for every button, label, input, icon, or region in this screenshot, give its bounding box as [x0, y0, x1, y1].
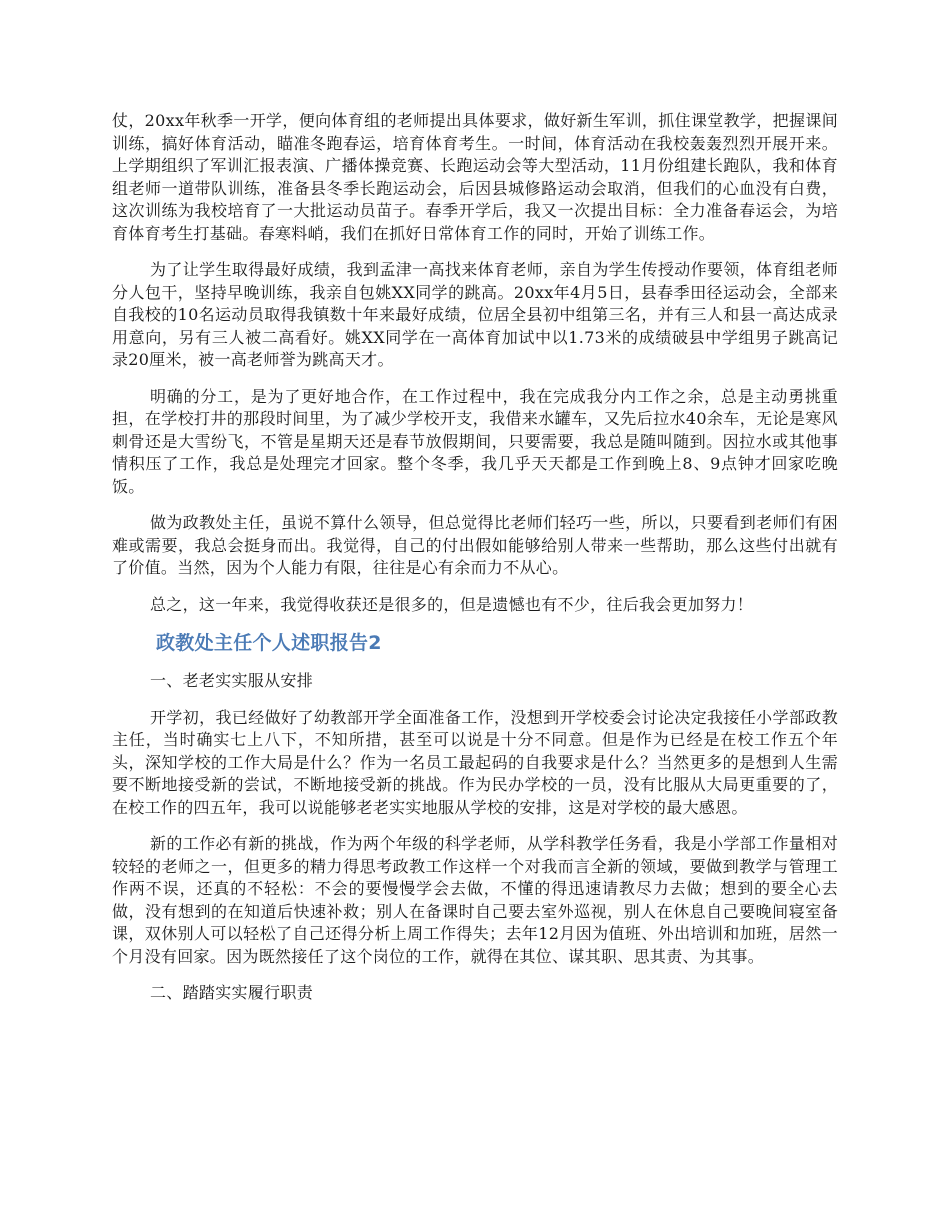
body-paragraph: 新的工作必有新的挑战，作为两个年级的科学老师，从学科教学任务看，我是小学部工作量相对较轻的老师之一，但更多的精力得思考政教工作这样一个对我而言全新的领域，要做到教学与管理工作两不误，还真的不轻松：不会的要慢慢学会去做，不懂的得迅速请教尽力去做；想到的要全心去做，没有想到的在知道后快速补救；别人在备课时自己要去室外巡视，别人在休息自己要晚间寝室备课，双休别人可以轻松了自己还得分析上周工作得失；去年12月因为值班、外出培训和加班，居然一个月没有回家。因为既然接任了这个岗位的工作，就得在其位、谋其职、思其责、为其事。	[112, 834, 838, 966]
body-paragraph: 做为政教处主任，虽说不算什么领导，但总觉得比老师们轻巧一些，所以，只要看到老师们有困难或需要，我总会挺身而出。我觉得，自己的付出假如能够给别人带来一些帮助，那么这些付出就有了价值。当然，因为个人能力有限，往往是心有余而力不从心。	[112, 513, 838, 577]
body-paragraph: 总之，这一年来，我觉得收获还是很多的，但是遗憾也有不少，往后我会更加努力！	[150, 594, 754, 614]
section-title: 政教处主任个人述职报告2	[156, 632, 382, 654]
body-paragraph: 明确的分工，是为了更好地合作，在工作过程中，我在完成我分内工作之余，总是主动勇挑重担，在学校打井的那段时间里，为了减少学校开支，我借来水罐车，又先后拉水40余车，无论是寒风刺骨还是大雪纷飞，不管是星期天还是春节放假期间，只要需要，我总是随叫随到。因拉水或其他事情积压了工作，我总是处理完才回家。整个冬季，我几乎天天都是工作到晚上8、9点钟才回家吃晚饭。	[112, 386, 838, 496]
subsection-heading: 一、老老实实服从安排	[150, 671, 314, 690]
document-page	[112, 110, 838, 1019]
body-paragraph: 为了让学生取得最好成绩，我到孟津一高找来体育老师，亲自为学生传授动作要领，体育组老师分人包干，坚持早晚训练，我亲自包姚XX同学的跳高。20xx年4月5日，县春季田径运动会，全部来自我校的10名运动员取得我镇数十年来最好成绩，位居全县初中组第三名，并有三人和县一高达成录用意向，另有三人被二高看好。姚XX同学在一高体育加试中以1.73米的成绩破县中学组男子跳高记录20厘米，被一高老师誉为跳高天才。	[112, 260, 838, 369]
body-paragraph: 仗，20xx年秋季一开学，便向体育组的老师提出具体要求，做好新生军训，抓住课堂教学，把握课间训练，搞好体育活动，瞄准冬跑春运，培育体育考生。一时间，体育活动在我校轰轰烈烈开展开来。上学期组织了军训汇报表演、广播体操竞赛、长跑运动会等大型活动，11月份组建长跑队，我和体育组老师一道带队训练，准备县冬季长跑运动会，后因县城修路运动会取消，但我们的心血没有白费，这次训练为我校培育了一大批运动员苗子。春季开学后，我又一次提出目标：全力准备春运会，为培育体育考生打基础。春寒料峭，我们在抓好日常体育工作的同时，开始了训练工作。	[112, 111, 838, 243]
body-paragraph: 开学初，我已经做好了幼教部开学全面准备工作，没想到开学校委会讨论决定我接任小学部政教主任，当时确实七上八下，不知所措，甚至可以说是十分不同意。但是作为已经是在校工作五个年头，深知学校的工作大局是什么？作为一名员工最起码的自我要求是什么？当然更多的是想到人生需要不断地接受新的尝试，不断地接受新的挑战。作为民办学校的一员，没有比服从大局更重要的了，在校工作的四五年，我可以说能够老老实实地服从学校的安排，这是对学校的最大感恩。	[112, 707, 838, 817]
subsection-heading: 二、踏踏实实履行职责	[150, 983, 314, 1002]
